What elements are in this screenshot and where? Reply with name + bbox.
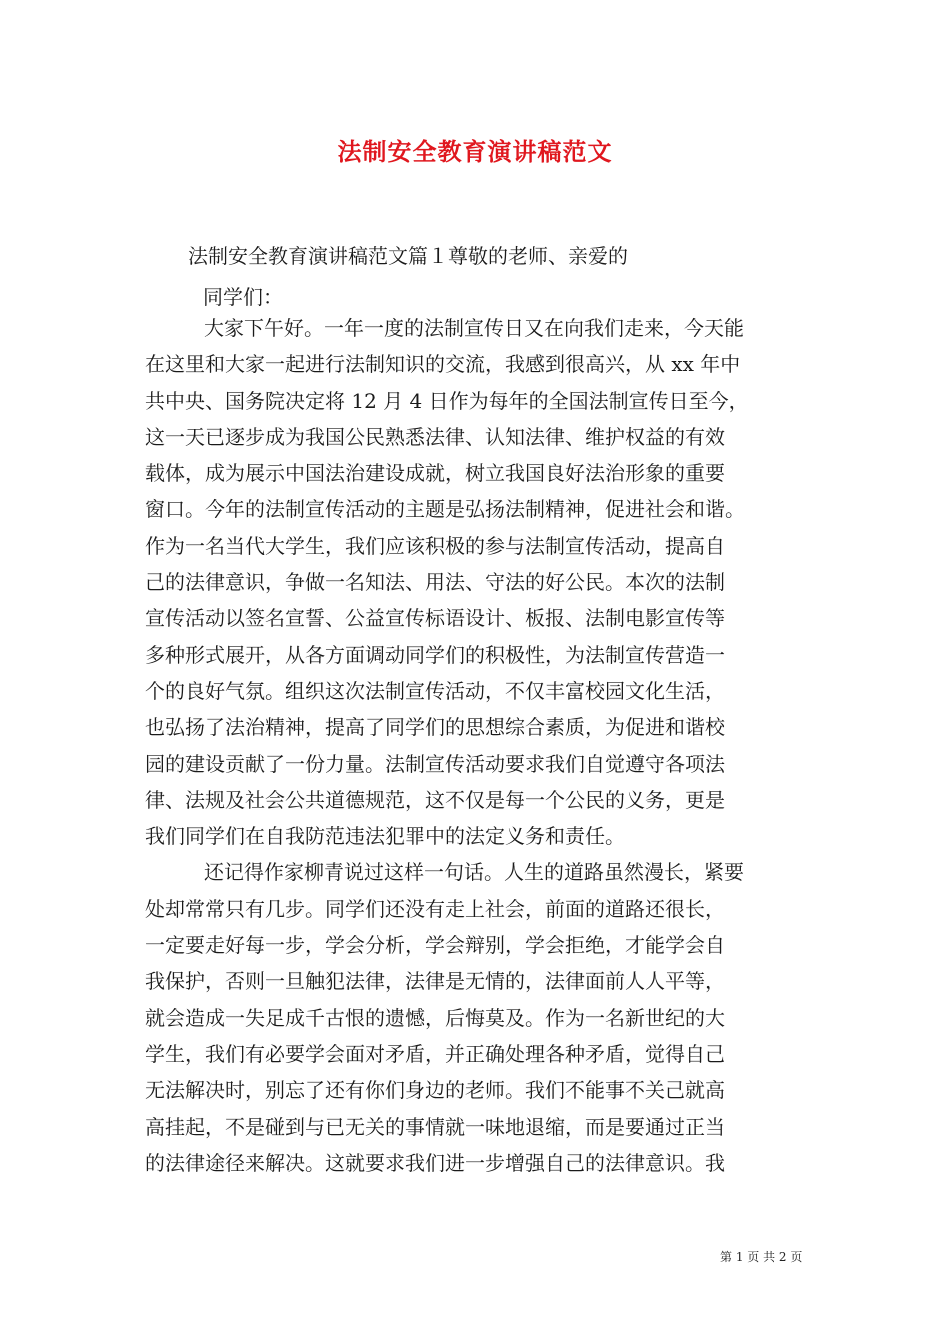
text-line: 共中央、国务院决定将 12 月 4 日作为每年的全国法制宣传日至今， bbox=[145, 388, 749, 413]
text-line: 处却常常只有几步。同学们还没有走上社会，前面的道路还很长， bbox=[145, 896, 725, 921]
text-line: 宣传活动以签名宣誓、公益宣传标语设计、板报、法制电影宣传等 bbox=[145, 606, 725, 631]
text-line: 学生，我们有必要学会面对矛盾，并正确处理各种矛盾，觉得自己 bbox=[145, 1041, 725, 1066]
document-title: 法制安全教育演讲稿范文 bbox=[337, 137, 613, 166]
text-line: 窗口。今年的法制宣传活动的主题是弘扬法制精神，促进社会和谐。 bbox=[145, 497, 745, 522]
document-body bbox=[145, 310, 810, 1181]
text-line: 一定要走好每一步，学会分析，学会辩别，学会拒绝，才能学会自 bbox=[145, 933, 725, 958]
text-line: 作为一名当代大学生，我们应该积极的参与法制宣传活动，提高自 bbox=[145, 533, 725, 558]
greeting-line: 同学们： bbox=[203, 285, 283, 309]
text-line: 大家下午好。一年一度的法制宣传日又在向我们走来，今天能 bbox=[204, 316, 744, 340]
text-line: 律、法规及社会公共道德规范，这不仅是每一个公民的义务，更是 bbox=[145, 787, 725, 812]
text-line: 我保护，否则一旦触犯法律，法律是无情的，法律面前人人平等， bbox=[145, 969, 725, 994]
text-line: 多种形式展开，从各方面调动同学们的积极性，为法制宣传营造一 bbox=[145, 642, 725, 667]
text-line: 高挂起，不是碰到与已无关的事情就一味地退缩，而是要通过正当 bbox=[145, 1114, 725, 1139]
text-line: 这一天已逐步成为我国公民熟悉法律、认知法律、维护权益的有效 bbox=[145, 424, 725, 449]
text-line: 的法律途径来解决。这就要求我们进一步增强自己的法律意识。我 bbox=[145, 1150, 725, 1175]
text-line: 还记得作家柳青说过这样一句话。人生的道路虽然漫长，紧要 bbox=[204, 860, 744, 885]
text-line: 也弘扬了法治精神，提高了同学们的思想综合素质，为促进和谐校 bbox=[145, 715, 725, 740]
text-line: 就会造成一失足成千古恨的遗憾，后悔莫及。作为一名新世纪的大 bbox=[145, 1005, 725, 1030]
text-line: 载体，成为展示中国法治建设成就，树立我国良好法治形象的重要 bbox=[145, 461, 725, 486]
text-line: 在这里和大家一起进行法制知识的交流，我感到很高兴，从 xx 年中 bbox=[145, 352, 741, 377]
text-line: 己的法律意识，争做一名知法、用法、守法的好公民。本次的法制 bbox=[145, 570, 725, 595]
text-line: 园的建设贡献了一份力量。法制宣传活动要求我们自觉遵守各项法 bbox=[145, 751, 725, 776]
text-line: 我们同学们在自我防范违法犯罪中的法定义务和责任。 bbox=[145, 824, 625, 849]
text-line: 无法解决时，别忘了还有你们身边的老师。我们不能事不关己就高 bbox=[145, 1078, 725, 1103]
page-number: 第 1 页 共 2 页 bbox=[720, 1250, 803, 1264]
text-line: 个的良好气氛。组织这次法制宣传活动，不仅丰富校园文化生活， bbox=[145, 678, 725, 703]
speech-heading-line: 法制安全教育演讲稿范文篇１尊敬的老师、亲爱的 bbox=[188, 244, 628, 268]
